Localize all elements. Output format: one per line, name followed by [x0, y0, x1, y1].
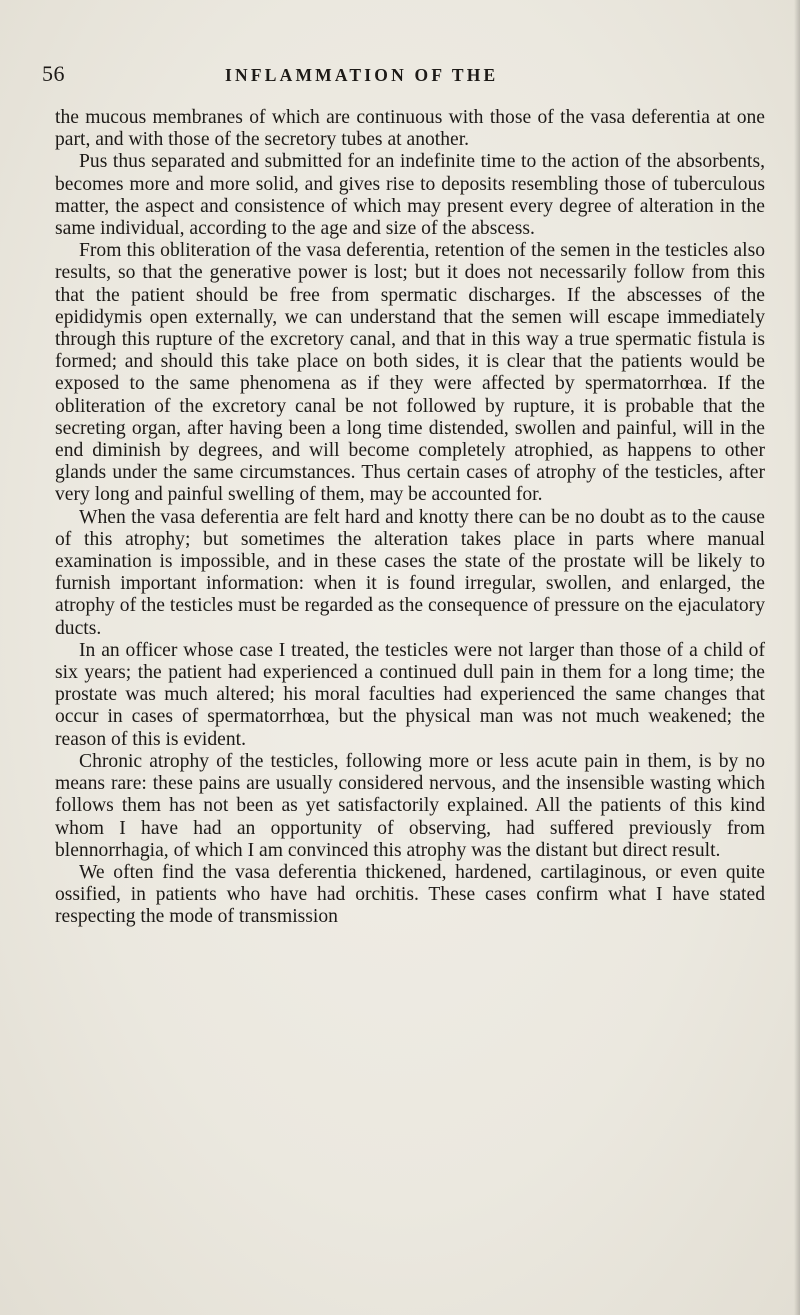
paragraph: From this obliteration of the vasa deferentia, retention of the semen in the testicles also results, so that the generative power is lost; but it does not necessarily follow from this that the patient should be free from spermatic discharges. If the abscesses of the epididymis open externally, we can understand that the semen will escape immediately through this rupture of the excretory canal, and that in this way a true spermatic fistula is formed; and should this take place on both sides, it is clear that the patients would be exposed to the same phenomena as if they were affected by spermatorrhœa. If the obliteration of the excretory canal be not followed by rupture, it is probable that the secreting organ, after having been a long time distended, swollen and painful, will in the end diminish by degrees, and will become completely atrophied, as happens to other glands under the same circumstances. Thus certain cases of atrophy of the testicles, after very long and painful swelling of them, may be accounted for. — [55, 240, 765, 506]
body-text — [55, 107, 765, 929]
running-title: INFLAMMATION OF THE — [225, 65, 499, 85]
page-edge-shadow — [794, 0, 800, 1315]
paragraph: Pus thus separated and submitted for an indefinite time to the action of the absorbents, becomes more and more solid, and gives rise to deposits resembling those of tuberculous matter, the aspect and consistence of which may present every degree of alteration in the same individual, according to the age and size of the abscess. — [55, 151, 765, 240]
paragraph-continuation: the mucous membranes of which are continuous with those of the vasa deferentia at one part, and with those of the secretory tubes at another. — [55, 107, 765, 151]
page-number: 56 — [42, 61, 65, 86]
paragraph: We often find the vasa deferentia thickened, hardened, cartilaginous, or even quite ossified, in patients who have had orchitis. These cases confirm what I have stated respecting the mode of transmission — [55, 861, 765, 928]
paragraph: Chronic atrophy of the testicles, following more or less acute pain in them, is by no means rare: these pains are usually considered nervous, and the insensible wasting which follows them has not been as yet satisfactorily explained. All the patients of this kind whom I have had an opportunity of observing, had suffered previously from blennorrhagia, of which I am convinced this atrophy was the distant but direct result. — [55, 750, 765, 861]
running-header — [0, 62, 800, 86]
paragraph: When the vasa deferentia are felt hard and knotty there can be no doubt as to the cause of this atrophy; but sometimes the alteration takes place in parts where manual examination is impossible, and in these cases the state of the prostate will be likely to furnish important information: when it is found irregular, swollen, and enlarged, the atrophy of the testicles must be regarded as the consequence of pressure on the ejaculatory ducts. — [55, 506, 765, 639]
paragraph: In an officer whose case I treated, the testicles were not larger than those of a child of six years; the patient had experienced a continued dull pain in them for a long time; the prostate was much altered; his moral faculties had experienced the same changes that occur in cases of spermatorrhœa, but the physical man was not much weakened; the reason of this is evident. — [55, 639, 765, 750]
